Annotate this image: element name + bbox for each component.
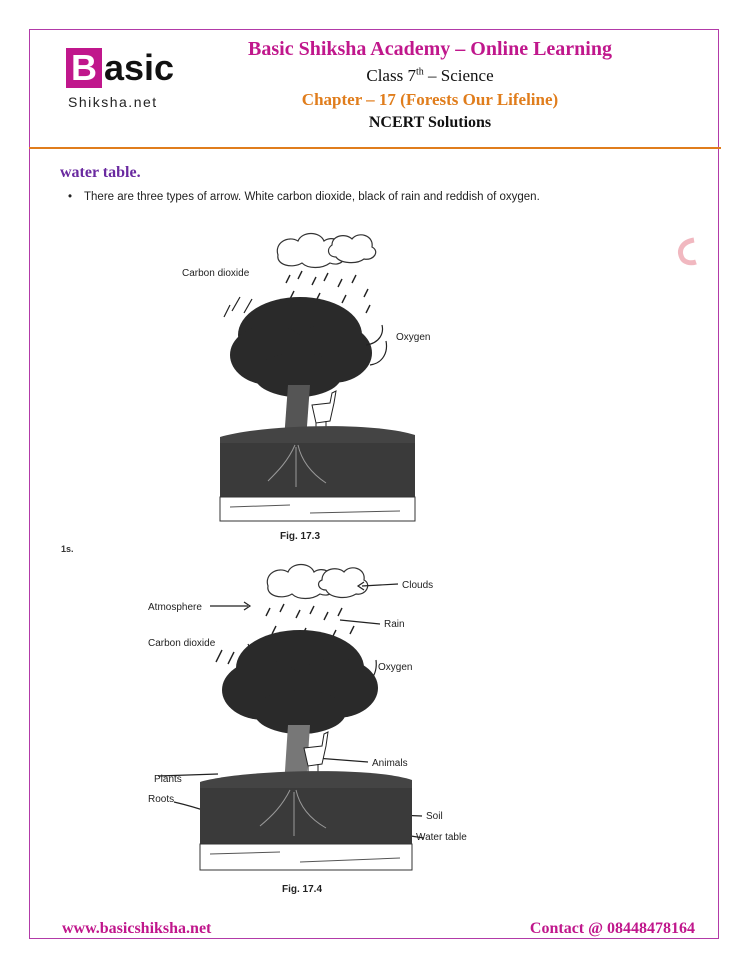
cloud-icon	[267, 565, 367, 599]
bullet-dot: •	[68, 191, 73, 203]
soil-layer	[220, 443, 415, 498]
figure-17-4	[140, 560, 480, 900]
bullet-text: There are three types of arrow. White carbon dioxide, black of rain and reddish of oxygen.	[84, 191, 540, 203]
ground	[220, 426, 415, 445]
bullet-item	[68, 190, 588, 205]
fig2-label-roots: Roots	[148, 794, 175, 805]
cloud-icon	[277, 234, 375, 268]
fig2-caption: Fig. 17.4	[282, 884, 323, 895]
tree-canopy	[222, 630, 378, 734]
ground	[200, 771, 412, 790]
tree-canopy	[230, 297, 372, 397]
fig2-label-atmosphere: Atmosphere	[148, 602, 202, 613]
class-suffix: – Science	[423, 66, 494, 85]
logo-text: asic	[104, 47, 175, 88]
fig1-label-carbon-dioxide: Carbon dioxide	[182, 268, 250, 279]
fig1-label-oxygen: Oxygen	[396, 332, 431, 343]
soil-layer	[200, 788, 412, 846]
logo	[66, 48, 194, 118]
watermark-icon	[674, 236, 700, 268]
header-chapter: Chapter – 17 (Forests Our Lifeline)	[301, 90, 559, 109]
stray-text: 1s.	[61, 544, 74, 554]
fig2-label-rain: Rain	[384, 619, 405, 630]
fig2-label-soil: Soil	[426, 811, 443, 822]
water-table	[220, 497, 415, 521]
carbon-dioxide-arrows	[224, 297, 252, 317]
header-class	[200, 66, 660, 86]
fig2-label-water-table: Water table	[416, 832, 467, 843]
fig2-label-plants: Plants	[154, 774, 182, 785]
footer-website-link[interactable]: www.basicshiksha.net	[62, 920, 212, 937]
header-title: Basic Shiksha Academy – Online Learning	[248, 38, 612, 60]
section-heading: water table.	[60, 164, 141, 181]
water-table	[200, 844, 412, 870]
fig1-caption: Fig. 17.3	[280, 531, 321, 542]
class-superscript: th	[415, 66, 424, 78]
logo-letter: B	[66, 48, 102, 88]
figure-17-3	[170, 225, 450, 545]
class-prefix: Class 7	[366, 66, 416, 85]
fig2-label-carbon-dioxide: Carbon dioxide	[148, 638, 216, 649]
fig2-label-clouds: Clouds	[402, 580, 434, 591]
header-divider	[29, 147, 721, 149]
logo-subtitle: Shiksha.net	[68, 94, 158, 110]
fig2-label-oxygen: Oxygen	[378, 662, 413, 673]
fig2-label-animals: Animals	[372, 758, 408, 769]
footer-contact: Contact @ 08448478164	[529, 920, 695, 937]
header-subtitle: NCERT Solutions	[368, 114, 492, 131]
